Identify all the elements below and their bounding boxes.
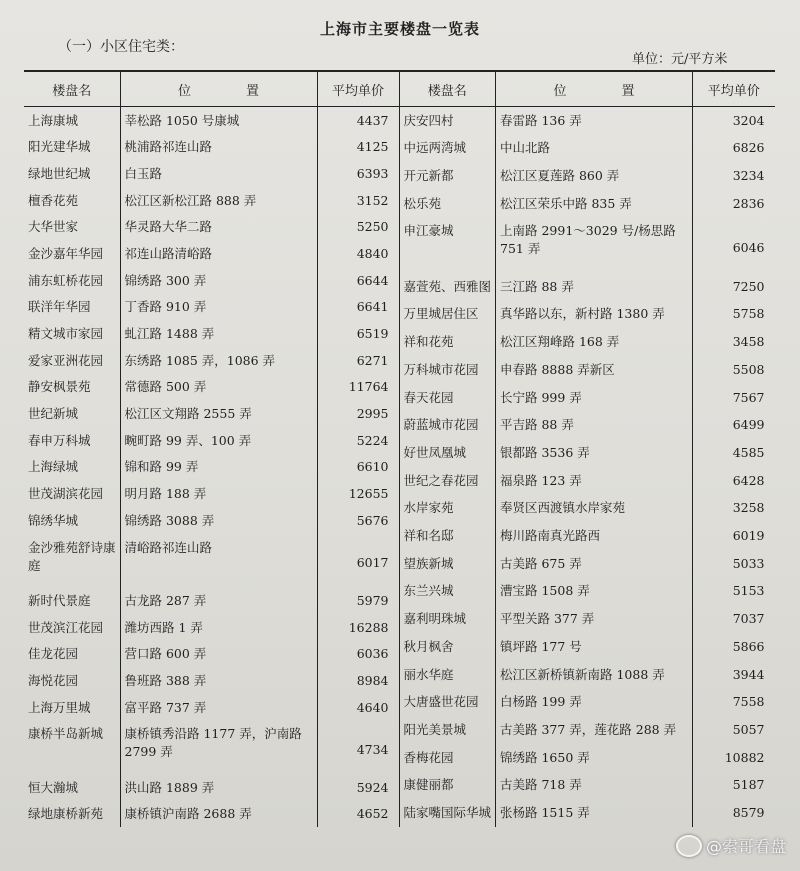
table-row — [400, 134, 775, 162]
cell-price: 4585 — [732, 444, 765, 460]
cell-price: 5866 — [732, 638, 765, 654]
cell-name: 祥和名邸 — [400, 522, 496, 550]
table-row — [24, 213, 399, 240]
cell-price: 7558 — [732, 694, 765, 710]
page-title: 上海市主要楼盘一览表 — [319, 20, 480, 38]
cell-location: 张杨路 1515 弄 — [496, 799, 693, 827]
cell-price: 5057 — [732, 722, 765, 737]
cell-location: 镇坪路 177 号 — [496, 633, 693, 661]
cell-name: 上海万里城 — [24, 694, 120, 721]
cell-name: 阳光建华城 — [24, 133, 120, 160]
cell-name: 静安枫景苑 — [24, 373, 120, 400]
cell-price: 8984 — [356, 672, 389, 688]
cell-location: 常德路 500 弄 — [120, 373, 317, 400]
cell-name: 金沙嘉年华园 — [24, 240, 120, 267]
cell-price: 5676 — [356, 512, 389, 528]
cell-location: 丁香路 910 弄 — [120, 293, 317, 320]
cell-location: 营口路 600 弄 — [120, 640, 317, 667]
cell-price: 6641 — [356, 299, 389, 315]
cell-location: 松江区夏莲路 860 弄 — [496, 162, 693, 190]
table-row — [24, 453, 399, 480]
cell-location: 福泉路 123 弄 — [496, 467, 693, 495]
cell-location: 三江路 88 弄 — [496, 273, 693, 301]
cell-price: 3204 — [732, 113, 765, 128]
cell-name: 世纪新城 — [24, 400, 120, 427]
cell-location: 洪山路 1889 弄 — [120, 774, 317, 801]
table-row — [400, 577, 775, 605]
table-row — [400, 688, 775, 716]
cell-price: 7037 — [732, 611, 765, 627]
table-row — [24, 347, 399, 374]
table-row — [400, 494, 775, 522]
cell-name: 新时代景庭 — [24, 587, 120, 614]
chat-bubble-icon — [676, 835, 702, 857]
table-row — [400, 522, 775, 550]
cell-location: 奉贤区西渡镇水岸家苑 — [496, 494, 693, 522]
cell-name: 精文城市家园 — [24, 320, 120, 347]
cell-name: 大唐盛世花园 — [400, 688, 496, 716]
table-row — [24, 534, 399, 587]
cell-location: 申春路 8888 弄新区 — [496, 356, 693, 384]
unit-label: 单位：元/平方米 — [632, 52, 728, 67]
cell-location: 松江区文翔路 2555 弄 — [120, 400, 317, 427]
cell-location: 平型关路 377 弄 — [496, 605, 693, 633]
cell-name: 世茂滨江花园 — [24, 614, 120, 641]
left-table-body — [24, 107, 399, 828]
table-row — [24, 187, 399, 214]
cell-price: 4125 — [356, 139, 389, 155]
table-row — [24, 240, 399, 267]
table-row — [400, 771, 775, 799]
cell-price: 5153 — [732, 583, 765, 599]
cell-name: 万科城市花园 — [400, 356, 496, 384]
table-row — [400, 661, 775, 689]
right-table-body — [400, 107, 775, 828]
section-heading: （一）小区住宅类： — [58, 39, 184, 55]
cell-location: 白玉路 — [120, 160, 317, 187]
cell-location: 上南路 2991～3029 号/杨思路 751 弄 — [496, 217, 693, 272]
cell-price: 2995 — [356, 406, 389, 422]
table-row — [24, 614, 399, 641]
tables-wrapper — [24, 70, 774, 827]
cell-price: 6036 — [356, 646, 389, 662]
cell-location: 银都路 3536 弄 — [496, 439, 693, 467]
cell-name: 阳光美景城 — [400, 716, 496, 744]
watermark-text: @索哥看盘 — [705, 837, 786, 856]
cell-location: 桃浦路祁连山路 — [120, 133, 317, 160]
cell-location: 真华路以东，新村路 1380 弄 — [496, 300, 693, 328]
cell-location: 虬江路 1488 弄 — [120, 320, 317, 347]
cell-location: 松江区荣乐中路 835 弄 — [496, 190, 693, 218]
cell-location: 潍坊西路 1 弄 — [120, 614, 317, 641]
table-row — [400, 107, 775, 135]
table-row — [400, 467, 775, 495]
cell-name: 世茂湖滨花园 — [24, 480, 120, 507]
cell-location: 春雷路 136 弄 — [496, 107, 693, 135]
header-location — [120, 71, 317, 107]
cell-name: 申江豪城 — [400, 217, 496, 272]
table-row — [24, 160, 399, 187]
table-row — [400, 716, 775, 744]
cell-price: 5508 — [732, 361, 765, 377]
cell-price: 4734 — [356, 741, 389, 757]
cell-location: 莘松路 1050 号康城 — [120, 107, 317, 134]
table-row — [24, 694, 399, 721]
cell-name: 蔚蓝城市花园 — [400, 411, 496, 439]
cell-name: 浦东虹桥花园 — [24, 267, 120, 294]
cell-location: 明月路 188 弄 — [120, 480, 317, 507]
table-row — [24, 400, 399, 427]
cell-price: 6610 — [356, 459, 389, 475]
cell-name: 中远两湾城 — [400, 134, 496, 162]
table-row — [400, 411, 775, 439]
cell-price: 3234 — [732, 167, 765, 183]
cell-price: 3458 — [732, 334, 765, 350]
cell-location: 东绣路 1085 弄，1086 弄 — [120, 347, 317, 374]
table-row — [24, 320, 399, 347]
cell-name: 康健丽都 — [400, 771, 496, 799]
cell-price: 6519 — [356, 326, 389, 341]
cell-price: 11764 — [348, 379, 389, 395]
cell-location: 古美路 675 弄 — [496, 550, 693, 578]
header-location-right: 置 — [621, 83, 635, 99]
cell-price: 7567 — [732, 389, 765, 405]
table-row — [400, 384, 775, 412]
cell-name: 春天花园 — [400, 384, 496, 412]
cell-name: 绿地康桥新苑 — [24, 800, 120, 827]
table-row — [400, 633, 775, 661]
cell-location: 锦绣路 1650 弄 — [496, 744, 693, 772]
cell-name: 檀香花苑 — [24, 187, 120, 214]
cell-name: 春申万科城 — [24, 427, 120, 454]
cell-name: 万里城居住区 — [400, 300, 496, 328]
cell-name: 好世凤凰城 — [400, 439, 496, 467]
cell-name: 香梅花园 — [400, 744, 496, 772]
cell-price: 5758 — [732, 306, 765, 322]
table-row — [24, 107, 399, 134]
table-row — [24, 373, 399, 400]
cell-price: 3944 — [732, 666, 765, 682]
cell-price: 5187 — [732, 777, 765, 793]
cell-location: 康桥镇秀沿路 1177 弄，沪南路 2799 弄 — [120, 720, 317, 773]
cell-price: 3258 — [732, 500, 765, 516]
cell-name: 开元新都 — [400, 162, 496, 190]
table-row — [400, 300, 775, 328]
cell-name: 世纪之春花园 — [400, 467, 496, 495]
watermark — [676, 834, 786, 857]
cell-price: 6271 — [356, 352, 389, 368]
cell-name: 东兰兴城 — [400, 577, 496, 605]
cell-name: 大华世家 — [24, 213, 120, 240]
cell-name: 海悦花园 — [24, 667, 120, 694]
header-price: 平均单价 — [317, 71, 399, 107]
table-row — [24, 720, 399, 773]
header-location-right: 置 — [245, 83, 259, 99]
table-row — [24, 587, 399, 614]
cell-location: 鲁班路 388 弄 — [120, 667, 317, 694]
cell-location: 富平路 737 弄 — [120, 694, 317, 721]
table-row — [400, 799, 775, 827]
cell-price: 4437 — [356, 113, 389, 128]
table-row — [24, 267, 399, 294]
cell-location: 祁连山路清峪路 — [120, 240, 317, 267]
table-row — [400, 190, 775, 218]
cell-location: 长宁路 999 弄 — [496, 384, 693, 412]
table-row — [24, 774, 399, 801]
table-row — [24, 133, 399, 160]
cell-price: 6499 — [732, 417, 765, 433]
table-row — [400, 328, 775, 356]
cell-price: 10882 — [724, 749, 765, 765]
cell-location: 古龙路 287 弄 — [120, 587, 317, 614]
cell-location: 锦绣路 3088 弄 — [120, 507, 317, 534]
table-row — [24, 507, 399, 534]
cell-price: 5979 — [356, 592, 389, 608]
table-row — [400, 605, 775, 633]
cell-price: 4640 — [356, 699, 389, 715]
cell-name: 康桥半岛新城 — [24, 720, 120, 773]
table-row — [400, 217, 775, 272]
cell-location: 平吉路 88 弄 — [496, 411, 693, 439]
table-row — [24, 480, 399, 507]
cell-price: 16288 — [348, 619, 389, 635]
cell-price: 6046 — [732, 239, 765, 255]
cell-name: 金沙雅苑舒诗康庭 — [24, 534, 120, 587]
cell-price: 5033 — [732, 555, 765, 571]
cell-name: 爱家亚洲花园 — [24, 347, 120, 374]
table-row — [400, 744, 775, 772]
table-row — [24, 667, 399, 694]
cell-price: 6019 — [732, 528, 765, 544]
cell-price: 4840 — [356, 245, 389, 261]
cell-price: 6017 — [356, 554, 389, 570]
cell-price: 5250 — [356, 219, 389, 235]
cell-name: 秋月枫舍 — [400, 633, 496, 661]
cell-location: 松江区新松江路 888 弄 — [120, 187, 317, 214]
cell-location: 华灵路大华二路 — [120, 213, 317, 240]
cell-location: 康桥镇沪南路 2688 弄 — [120, 800, 317, 827]
cell-name: 嘉萱苑、西雅图 — [400, 273, 496, 301]
cell-price: 6428 — [732, 472, 765, 488]
right-table — [400, 70, 775, 827]
cell-price: 6393 — [356, 165, 389, 181]
cell-location: 锦和路 99 弄 — [120, 453, 317, 480]
cell-name: 联洋年华园 — [24, 293, 120, 320]
cell-name: 庆安四村 — [400, 107, 496, 135]
left-table — [24, 70, 400, 827]
cell-price: 5924 — [356, 779, 389, 795]
cell-price: 3152 — [356, 192, 389, 208]
table-row — [400, 273, 775, 301]
header-name: 楼盘名 — [24, 71, 120, 107]
cell-location: 松江区翔峰路 168 弄 — [496, 328, 693, 356]
cell-location: 梅川路南真光路西 — [496, 522, 693, 550]
cell-name: 锦绣华城 — [24, 507, 120, 534]
cell-price: 4652 — [356, 806, 389, 822]
cell-name: 望族新城 — [400, 550, 496, 578]
table-row — [24, 293, 399, 320]
cell-name: 上海绿城 — [24, 453, 120, 480]
cell-price: 7250 — [732, 278, 765, 294]
cell-location: 锦绣路 300 弄 — [120, 267, 317, 294]
cell-name: 恒大瀚城 — [24, 774, 120, 801]
cell-name: 绿地世纪城 — [24, 160, 120, 187]
cell-name: 佳龙花园 — [24, 640, 120, 667]
table-row — [24, 427, 399, 454]
table-row — [400, 162, 775, 190]
cell-name: 祥和花苑 — [400, 328, 496, 356]
cell-name: 丽水华庭 — [400, 661, 496, 689]
cell-price: 6826 — [732, 140, 765, 156]
cell-price: 5224 — [356, 432, 389, 448]
cell-price: 6644 — [356, 272, 389, 288]
cell-location: 漕宝路 1508 弄 — [496, 577, 693, 605]
cell-price: 12655 — [348, 486, 389, 502]
cell-location: 畹町路 99 弄、100 弄 — [120, 427, 317, 454]
cell-location: 古美路 377 弄，莲花路 288 弄 — [496, 716, 693, 744]
table-row — [400, 550, 775, 578]
cell-location: 清峪路祁连山路 — [120, 534, 317, 587]
table-row — [400, 439, 775, 467]
cell-price: 2836 — [732, 195, 765, 211]
header-price: 平均单价 — [693, 71, 775, 107]
cell-name: 松乐苑 — [400, 190, 496, 218]
cell-location: 白杨路 199 弄 — [496, 688, 693, 716]
cell-location: 中山北路 — [496, 134, 693, 162]
table-row — [24, 640, 399, 667]
cell-name: 陆家嘴国际华城 — [400, 799, 496, 827]
table-row — [24, 800, 399, 827]
cell-location: 古美路 718 弄 — [496, 771, 693, 799]
header-location — [496, 71, 693, 107]
cell-name: 水岸家苑 — [400, 494, 496, 522]
table-row — [400, 356, 775, 384]
cell-price: 8579 — [732, 805, 765, 821]
cell-name: 嘉利明珠城 — [400, 605, 496, 633]
header-location-left: 位 — [553, 83, 567, 99]
cell-location: 松江区新桥镇新南路 1088 弄 — [496, 661, 693, 689]
cell-name: 上海康城 — [24, 107, 120, 134]
header-location-left: 位 — [177, 83, 191, 99]
header-name: 楼盘名 — [400, 71, 496, 107]
